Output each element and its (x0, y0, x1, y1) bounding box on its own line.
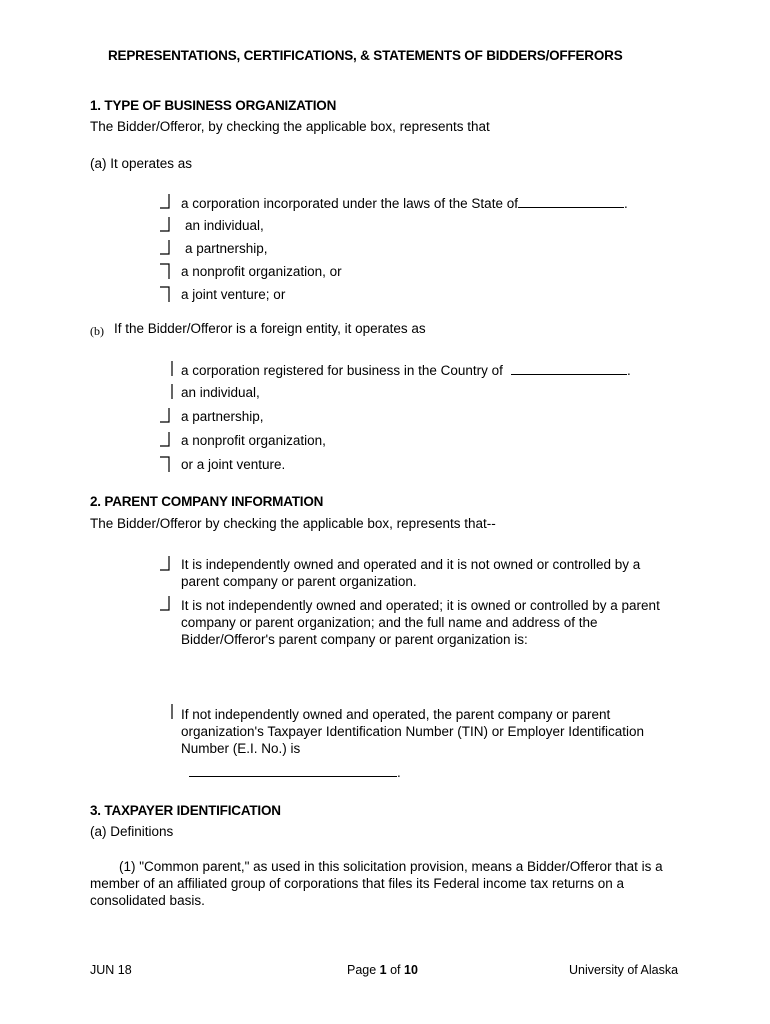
checkbox-mark-b2[interactable] (170, 384, 180, 400)
section-3a-label: (a) Definitions (90, 824, 174, 839)
checkbox-mark-p2[interactable] (160, 596, 170, 612)
section-1a-label: (a) It operates as (90, 156, 193, 171)
section-1-heading: 1. TYPE OF BUSINESS ORGANIZATION (90, 98, 337, 113)
page-current: 1 (379, 963, 387, 977)
checkbox-mark-a5[interactable] (160, 286, 170, 302)
document-title: REPRESENTATIONS, CERTIFICATIONS, & STATEMENTS OF BIDDERS/OFFERORS (108, 48, 623, 63)
page-total: 10 (404, 963, 418, 977)
option-a-individual: an individual, (185, 218, 264, 233)
checkbox-mark-b3[interactable] (160, 408, 170, 424)
state-blank[interactable] (518, 195, 624, 208)
section-3-paragraph: (1) "Common parent," as used in this solicitation provision, means a Bidder/Offeror that is a member of an affiliated group of corporations that files its Federal income tax returns on a consolidated basis. (90, 859, 663, 908)
option-parent-tin: If not independently owned and operated, the parent company or parent organization's Taxpayer Identification Number (TIN) or Employer Identification Number (E.I. No.) is (181, 707, 645, 756)
checkbox-mark-p1[interactable] (160, 556, 170, 572)
blank-period: . (623, 196, 628, 211)
blank-period-b: . (626, 363, 631, 378)
footer-page-number (347, 963, 418, 977)
footer-organization: University of Alaska (569, 963, 679, 977)
section-2-intro: The Bidder/Offeror by checking the applicable box, represents that-- (90, 516, 496, 531)
option-a-corporation-text: a corporation incorporated under the laws of the State of (181, 196, 518, 211)
checkbox-mark-a3[interactable] (160, 240, 170, 256)
option-b-corporation (181, 362, 631, 378)
footer-date: JUN 18 (90, 963, 132, 977)
country-blank[interactable] (511, 362, 627, 375)
checkbox-mark-p3[interactable] (170, 704, 180, 720)
tin-blank-line (189, 764, 401, 780)
checkbox-mark-b5[interactable] (160, 456, 170, 472)
section-1b-marker: (b) (90, 324, 104, 338)
section-1b-label: If the Bidder/Offeror is a foreign entity, it operates as (114, 321, 426, 336)
option-parent-independent: It is independently owned and operated and it is not owned or controlled by a parent company or parent organization. (181, 557, 641, 589)
option-a-joint-venture: a joint venture; or (181, 287, 286, 302)
section-2-heading: 2. PARENT COMPANY INFORMATION (90, 494, 324, 509)
option-b-partnership: a partnership, (181, 409, 264, 424)
section-1-intro: The Bidder/Offeror, by checking the applicable box, represents that (90, 119, 490, 134)
option-b-corporation-text: a corporation registered for business in the Country of (181, 363, 503, 378)
section-3-heading: 3. TAXPAYER IDENTIFICATION (90, 803, 281, 818)
checkbox-mark-b1[interactable] (170, 361, 180, 377)
tin-blank-period: . (397, 765, 401, 780)
option-b-joint-venture: or a joint venture. (181, 457, 286, 472)
option-a-nonprofit: a nonprofit organization, or (181, 264, 342, 279)
page-prefix: Page (347, 963, 380, 977)
option-a-partnership: a partnership, (185, 241, 268, 256)
tin-blank[interactable] (189, 764, 397, 777)
option-b-individual: an individual, (181, 385, 260, 400)
option-a-corporation (181, 195, 628, 211)
option-b-nonprofit: a nonprofit organization, (181, 433, 326, 448)
checkbox-mark-a4[interactable] (160, 263, 170, 279)
checkbox-mark-a2[interactable] (160, 217, 170, 233)
page-of: of (386, 963, 404, 977)
option-parent-owned: It is not independently owned and operated; it is owned or controlled by a parent company or parent organization; and the full name and address of the Bidder/Offeror's parent company or parent organization is: (181, 598, 660, 647)
checkbox-mark-b4[interactable] (160, 432, 170, 448)
checkbox-mark-a1[interactable] (160, 194, 170, 210)
